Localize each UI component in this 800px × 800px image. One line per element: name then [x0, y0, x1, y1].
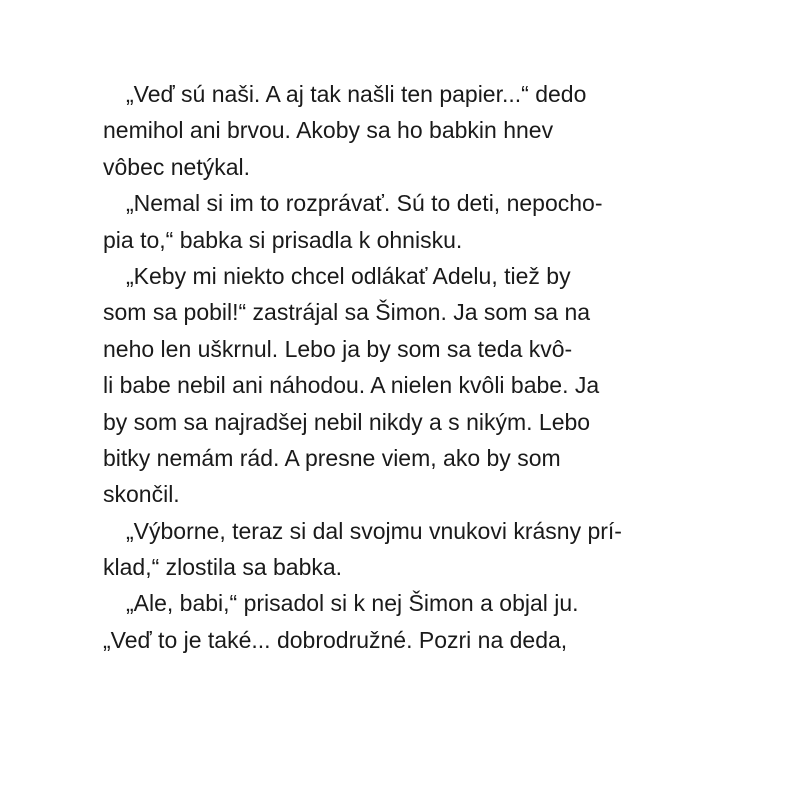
- text-line-2: nemihol ani brvou. Akoby sa ho babkin hnev: [103, 117, 554, 144]
- text-line-7: som sa pobil!“ zastrájal sa Šimon. Ja som sa na: [103, 299, 591, 326]
- text-line-5: pia to,“ babka si prisadla k ohnisku.: [103, 226, 463, 253]
- body-text: [103, 76, 703, 658]
- text-line-12: skončil.: [103, 481, 180, 508]
- text-line-8: neho len uškrnul. Lebo ja by som sa teda kvô-: [103, 335, 573, 362]
- text-line-14: klad,“ zlostila sa babka.: [103, 554, 343, 581]
- text-line-3: vôbec netýkal.: [103, 153, 251, 180]
- text-line-6: „Keby mi niekto chcel odlákať Adelu, tiež by: [126, 262, 571, 289]
- text-line-10: by som sa najradšej nebil nikdy a s nikým. Lebo: [103, 408, 591, 435]
- text-line-4: „Nemal si im to rozprávať. Sú to deti, nepocho-: [126, 190, 603, 217]
- text-line-16: „Veď to je také... dobrodružné. Pozri na deda,: [103, 626, 568, 653]
- text-line-15: „Ale, babi,“ prisadol si k nej Šimon a objal ju.: [126, 590, 579, 617]
- text-line-9: li babe nebil ani náhodou. A nielen kvôli babe. Ja: [103, 372, 600, 399]
- text-line-1: „Veď sú naši. A aj tak našli ten papier...“ dedo: [126, 81, 587, 107]
- text-line-13: „Výborne, teraz si dal svojmu vnukovi krásny prí-: [126, 517, 622, 544]
- text-line-11: bitky nemám rád. A presne viem, ako by som: [103, 444, 561, 471]
